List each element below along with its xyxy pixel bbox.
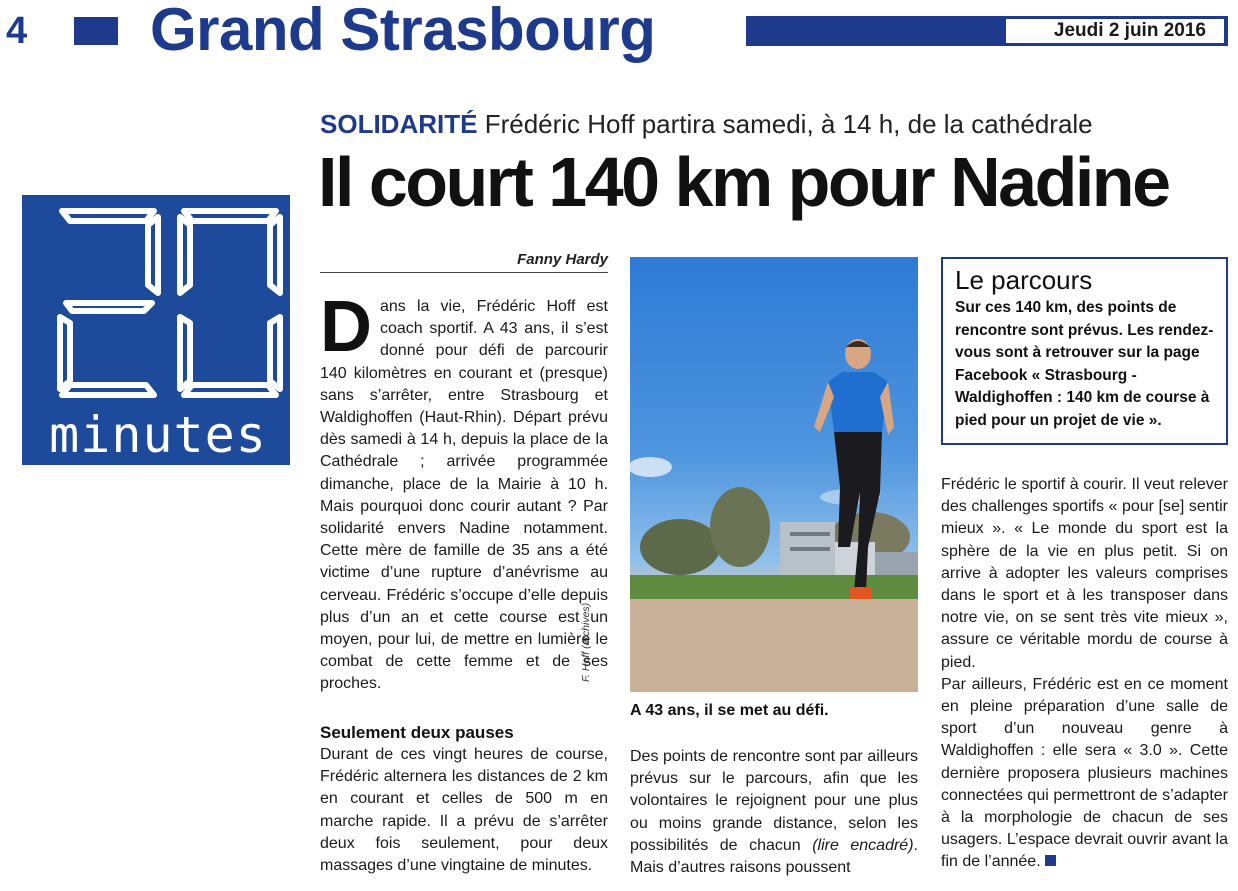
article-column-3 [941,474,1228,874]
20-minutes-logo [22,195,290,465]
section-square-marker [74,17,118,45]
lead-paragraph: ans la vie, Frédéric Hoff est coach sportif. A 43 ans, il s’est donné pour défi de parcourir 140 kilomètres en courant et (presque) sans s’arrêter, entre Strasbourg et Waldighoffen (Haut-Rhin). Départ prévu dès samedi à 14 h, depuis la place de la Cathédrale ; arrivée programmée dimanche, place de la Mairie à 10 h. Mais pourquoi donc courir autant ? Par solidarité envers Nadine notamment. Cette mère de famille de 35 ans a été victime d’une rupture d’anévrisme au cerveau. Frédéric s’occupe d’elle depuis plus d’un an et cette course est un moyen, pour lui, de mettre en lumière le combat de cette femme et de ses proches. [320,298,608,693]
article-kicker [320,108,1093,140]
runner-photo [630,257,918,692]
article-column-2 [630,746,918,879]
logo-digits-20 [54,205,284,400]
col2-text: Des points de rencontre sont par ailleurs prévus sur le parcours, afin que les volontaires le rejoignent pour une plus ou moins grande distance, selon les possibilités de chacun [630,748,918,854]
end-mark-square [1045,855,1056,866]
kicker-text: Frédéric Hoff partira samedi, à 14 h, de la cathédrale [484,109,1093,139]
col3-paragraph-1: Frédéric le sportif à courir. Il veut relever des challenges sportifs « pour [se] sentir mieux ». « Le monde du sport est la sphère de la vie en plus petit. Si on arrive à adopter les valeurs comprises dans le sport et à les transposer dans notre vie, on se sent très vite mieux », assure ce véritable mordu de course à pied. [941,476,1228,671]
issue-date: Jeudi 2 juin 2016 [1053,20,1206,41]
byline: Fanny Hardy [517,251,608,268]
sidebar-box [941,257,1228,445]
col2-text-end: . Mais d’autres raisons poussent [630,836,918,877]
article-paragraph-2: Durant de ces vingt heures de course, Frédéric alternera les distances de 2 km en courant et celles de 500 m en marche rapide. Il a prévu de s’arrêter deux fois seulement, pour deux massages d’une vingtaine de minutes. [320,746,608,875]
section-title: Grand Strasbourg [150,0,656,63]
sidebar-body: Sur ces 140 km, des points de rencontre sont prévus. Les rendez-vous sont à retrouver sur la page Facebook « Strasbourg - Waldighoffen : 140 km de course à pied pour un projet de vie ». [955,299,1214,429]
photo-illustration [630,257,918,692]
photo-credit: F. Hoff (archives) [580,602,592,682]
col3-paragraph-2 [941,674,1228,874]
byline-rule [320,272,608,273]
drop-cap: D [320,287,372,367]
col3-paragraph-2-text: Par ailleurs, Frédéric est en ce moment en pleine préparation d’une salle de sport d’un nouveau genre à Waldighoffen : elle sera « 3.0 ». Cette dernière proposera plusieurs machines connectées qui permettront de s’adapter à la morphologie de chacun de ses usagers. L’espace devrait ouvrir avant la fin de l’année. [941,675,1228,871]
photo-caption: A 43 ans, il se met au défi. [630,702,829,719]
kicker-label: SOLIDARITÉ [320,109,478,139]
article-subhead: Seulement deux pauses [320,723,514,742]
article-headline: Il court 140 km pour Nadine [318,143,1169,221]
col2-reference: (lire encadré) [812,836,914,854]
sidebar-title: Le parcours [955,265,1093,295]
logo-word: minutes [49,406,267,464]
page-number: 4 [6,10,28,52]
article-column-1 [320,287,608,696]
